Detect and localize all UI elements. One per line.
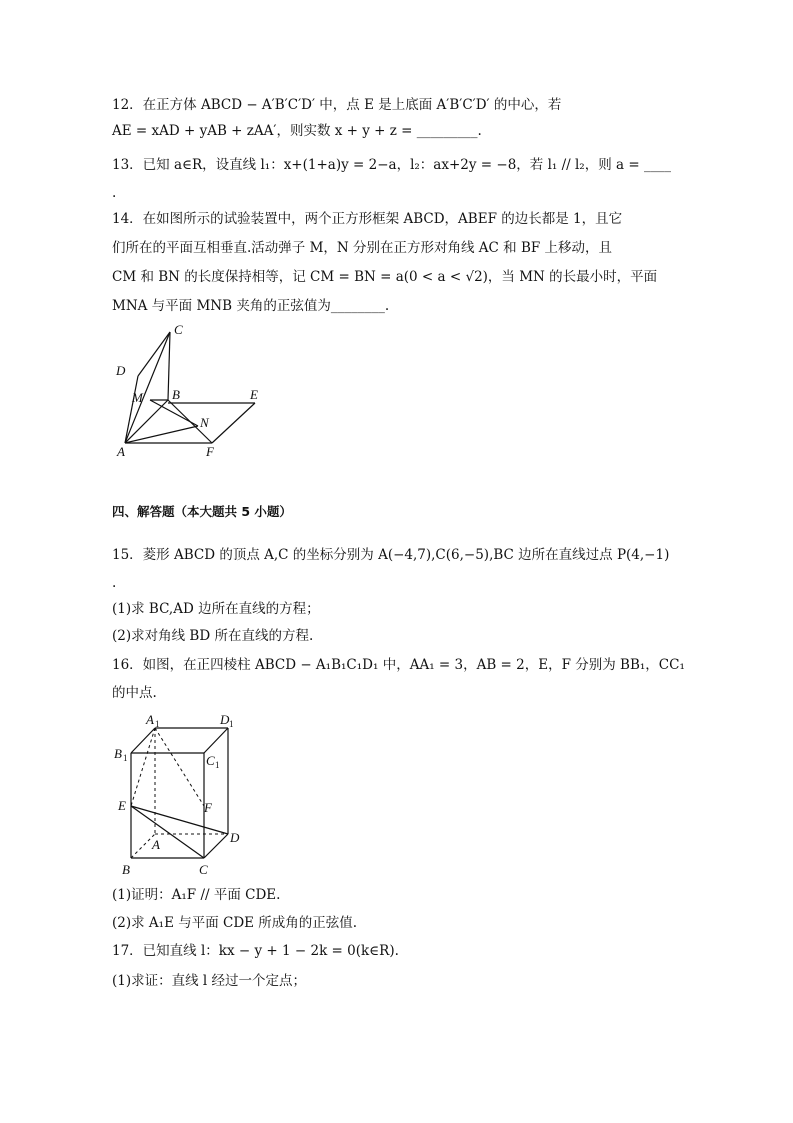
q16-line2: 的中点. <box>112 685 157 701</box>
edge-C1D1 <box>204 728 228 753</box>
label-B: B <box>172 387 180 402</box>
q14-line4: MNA 与平面 MNB 夹角的正弦值为________. <box>112 298 390 314</box>
q12-line1: 12．在正方体 ABCD − A′B′C′D′ 中，点 E 是上底面 A′B′C′D′ 的中心，若 <box>112 97 562 113</box>
label-E: E <box>250 387 258 402</box>
edge-DC <box>138 332 170 376</box>
q16-part1: (1)证明：A₁F // 平面 CDE. <box>112 887 281 903</box>
label-E: E <box>118 798 126 813</box>
q16-line1: 16．如图，在正四棱柱 ABCD − A₁B₁C₁D₁ 中，AA₁ = 3，AB = 2，E，F 分别为 BB₁，CC₁ <box>112 657 685 673</box>
q14-line1: 14．在如图所示的试验装置中，两个正方形框架 ABCD，ABEF 的边长都是 1，且它 <box>112 211 623 227</box>
diag-AC <box>125 332 170 443</box>
label-D1-sub: 1 <box>229 719 234 729</box>
q14-line3: CM 和 BN 的长度保持相等，记 CM = BN = a(0 < a < √2)，当 MN 的长最小时，平面 <box>112 269 658 285</box>
edge-FE <box>212 403 255 443</box>
label-B1: B <box>114 746 122 761</box>
label-D1: D <box>220 712 230 727</box>
segment-ED <box>131 806 228 834</box>
label-C1-sub: 1 <box>215 760 220 770</box>
label-D: D <box>230 830 240 845</box>
q17-part1: (1)求证：直线 l 经过一个定点； <box>112 973 307 989</box>
edge-CD <box>204 834 228 858</box>
label-B: B <box>122 862 130 877</box>
segment-MN <box>150 400 198 426</box>
label-D: D <box>116 363 126 378</box>
q16-part2: (2)求 A₁E 与平面 CDE 所成角的正弦值. <box>112 915 358 931</box>
label-C: C <box>199 862 208 877</box>
segment-EC <box>131 806 204 858</box>
label-F: F <box>206 444 214 459</box>
q13-line2: . <box>112 185 117 201</box>
section-heading: 四、解答题（本大题共 5 小题） <box>112 504 292 519</box>
label-N: N <box>200 415 209 430</box>
q13-line1: 13．已知 a∈R，设直线 l₁：x+(1+a)y = 2−a，l₂：ax+2y = −8，若 l₁ // l₂，则 a = ____ <box>112 157 671 173</box>
label-M: M <box>132 390 143 405</box>
q12-line2: AE = xAD + yAB + zAA′，则实数 x + y + z = _________. <box>112 123 482 139</box>
label-F: F <box>204 800 212 815</box>
q14-figure <box>110 320 280 460</box>
label-A1-sub: 1 <box>155 719 160 729</box>
label-A: A <box>152 837 160 852</box>
q15-line2: . <box>112 575 117 591</box>
label-C1: C <box>206 753 215 768</box>
edge-AD <box>125 376 138 443</box>
edge-CB <box>168 332 170 400</box>
label-A1: A <box>146 712 154 727</box>
label-A: A <box>117 444 125 459</box>
q15-part1: (1)求 BC,AD 边所在直线的方程； <box>112 601 320 617</box>
q16-figure <box>108 708 248 884</box>
q15-line1: 15．菱形 ABCD 的顶点 A,C 的坐标分别为 A(−4,7),C(6,−5),BC 边所在直线过点 P(4,−1) <box>112 547 670 563</box>
q15-part2: (2)求对角线 BD 所在直线的方程. <box>112 628 314 644</box>
segment-A1F <box>155 728 204 806</box>
segment-AN <box>125 426 198 443</box>
label-C: C <box>174 322 183 337</box>
q14-line2: 们所在的平面互相垂直.活动弹子 M，N 分别在正方形对角线 AC 和 BF 上移动，且 <box>112 240 613 256</box>
q17-line1: 17．已知直线 l：kx − y + 1 − 2k = 0(k∈R). <box>112 943 399 959</box>
label-B1-sub: 1 <box>123 753 128 763</box>
